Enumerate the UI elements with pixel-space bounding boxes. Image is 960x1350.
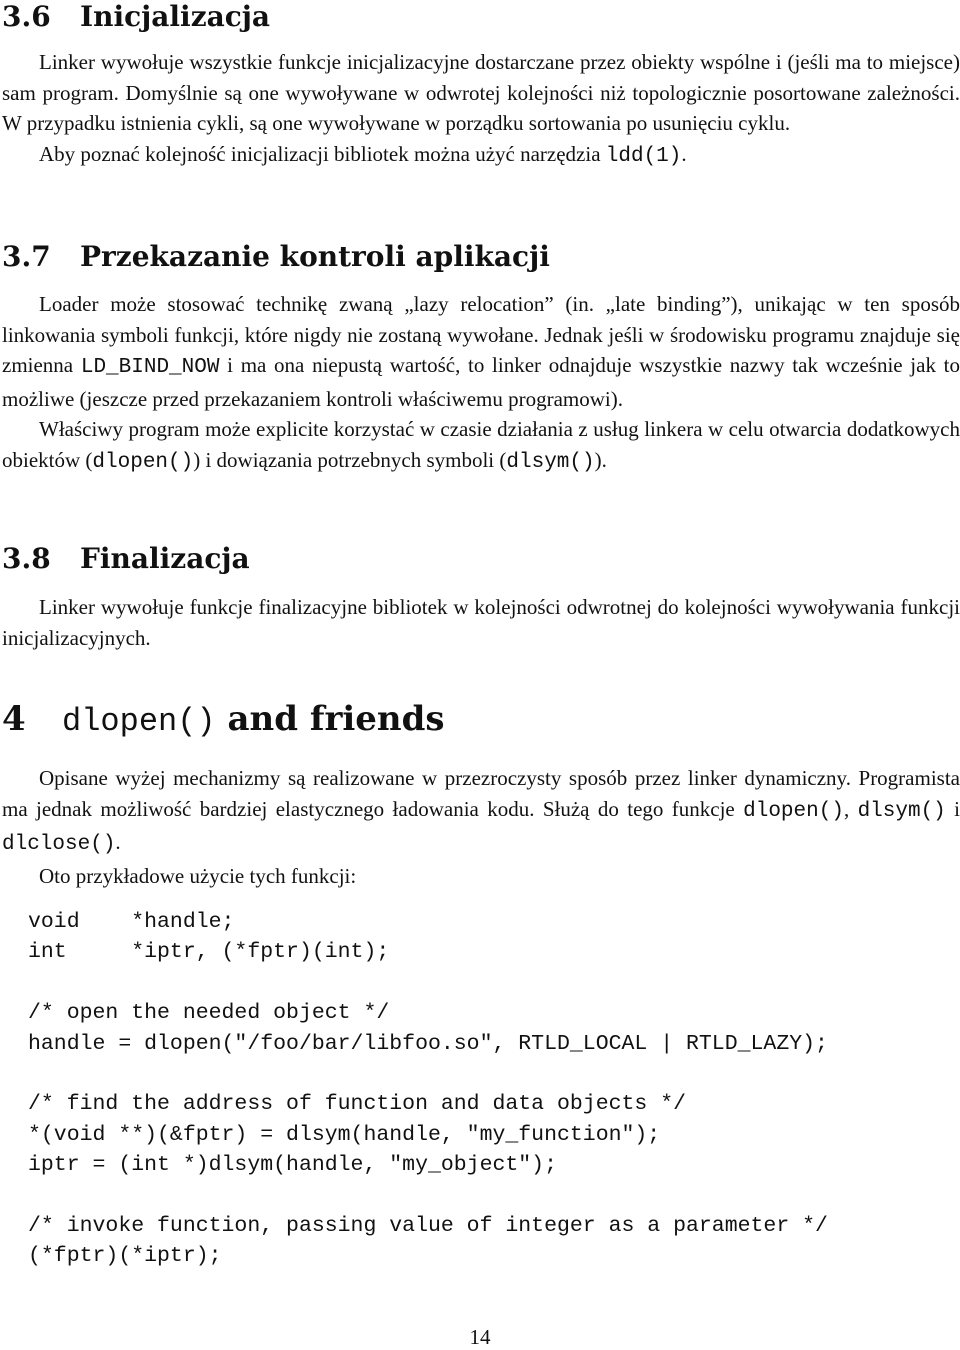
- text-run: Właściwy program może explicite korzystać w czasie działania z usług linkera w celu otwarcia dodatkowych obiektów (: [2, 417, 960, 472]
- section-title: Przekazanie kontroli aplikacji: [80, 240, 550, 273]
- section-number: 3.6: [2, 0, 51, 33]
- code-line: [28, 1059, 828, 1089]
- text-run: .: [681, 141, 687, 166]
- inline-code: dlopen(): [92, 450, 194, 474]
- paragraph: [2, 763, 960, 861]
- text-run: i ma ona niepustą wartość, to linker odnajduje wszystkie nazwy tak wcześnie jak to możliwe (jeszcze przed przekazaniem kontroli właściwemu programowi).: [2, 353, 960, 411]
- code-line: iptr = (int *)dlsym(handle, "my_object");: [28, 1153, 557, 1178]
- paragraph: Linker wywołuje funkcje finalizacyjne bibliotek w kolejności odwrotnej do kolejności wywoływania funkcji inicjalizacyjnych.: [2, 595, 960, 650]
- inline-code: dlclose(): [2, 833, 116, 856]
- section-number: 3.7: [2, 240, 51, 273]
- code-line: void *handle;: [28, 910, 235, 934]
- section-number: 4: [2, 699, 26, 739]
- code-line: /* find the address of function and data objects */: [28, 1092, 687, 1117]
- text-run: Opisane wyżej mechanizmy są realizowane w przezroczysty sposób przez linker dynamiczny. Programista ma jednak możliwość bardziej elastycznego ładowania kodu. Służą do tego funkcje: [2, 766, 960, 821]
- code-line: /* invoke function, passing value of integer as a parameter */: [28, 1213, 828, 1238]
- text-run: ) i dowiązania potrzebnych symboli (: [193, 447, 507, 472]
- text-run: Loader może stosować technikę zwaną „lazy relocation” (in. „late binding”), unikając w ten sposób linkowania symboli funkcji, które nigdy nie zostaną wywołane. Jednak jeśli w środowisku programu znajduje się zmienna: [2, 292, 960, 377]
- section-3-8-body: [2, 592, 960, 653]
- code-line: *(void **)(&fptr) = dlsym(handle, "my_function");: [28, 1122, 661, 1147]
- code-line: int *iptr, (*fptr)(int);: [28, 940, 390, 965]
- text-run: ,: [843, 796, 858, 821]
- section-heading-3-6: [2, 0, 270, 34]
- inline-code: dlopen(): [743, 799, 844, 823]
- section-title-code: dlopen(): [62, 703, 216, 740]
- section-title: and friends: [215, 699, 445, 739]
- text-run: ).: [594, 447, 607, 472]
- inline-code: dlsym(): [506, 450, 595, 474]
- text-run: i: [945, 796, 960, 821]
- text-run: Aby poznać kolejność inicjalizacji bibliotek można użyć narzędzia: [39, 141, 606, 166]
- paragraph: [2, 414, 960, 478]
- section-title: Finalizacja: [80, 542, 250, 575]
- text-run: .: [115, 830, 121, 854]
- section-heading-3-7: [2, 240, 550, 274]
- section-title: Inicjalizacja: [80, 0, 271, 33]
- paragraph: [2, 139, 960, 173]
- paragraph: Oto przykładowe użycie tych funkcji:: [39, 863, 357, 888]
- page-number: 14: [469, 1325, 491, 1349]
- code-line: handle = dlopen("/foo/bar/libfoo.so", RTLD_LOCAL | RTLD_LAZY);: [28, 1031, 828, 1056]
- section-heading-3-8: [2, 542, 250, 576]
- paragraph: [2, 289, 960, 414]
- section-number: 3.8: [2, 542, 51, 575]
- paragraph: Linker wywołuje wszystkie funkcje inicjalizacyjne dostarczane przez obiekty wspólne i (jeśli ma to miejsce) sam program. Domyślnie są one wywoływane w odwrotej kolejności niż topologicznie posortowane zależności. W przypadku istnienia cykli, są one wywoływane w porządku sortowania po usunięciu cyklu.: [2, 50, 960, 135]
- code-line: (*fptr)(*iptr);: [28, 1244, 222, 1269]
- inline-code: ldd(1): [605, 144, 682, 168]
- inline-code: LD_BIND_NOW: [80, 356, 220, 379]
- section-heading-4: [2, 698, 445, 743]
- section-3-6-body: [2, 47, 960, 172]
- code-listing: [28, 907, 828, 1272]
- code-line: [28, 1181, 828, 1211]
- code-line: /* open the needed object */: [28, 1001, 390, 1026]
- code-line: [28, 968, 828, 998]
- section-3-7-body: [2, 289, 960, 478]
- section-4-body: [2, 763, 960, 891]
- inline-code: dlsym(): [857, 799, 946, 823]
